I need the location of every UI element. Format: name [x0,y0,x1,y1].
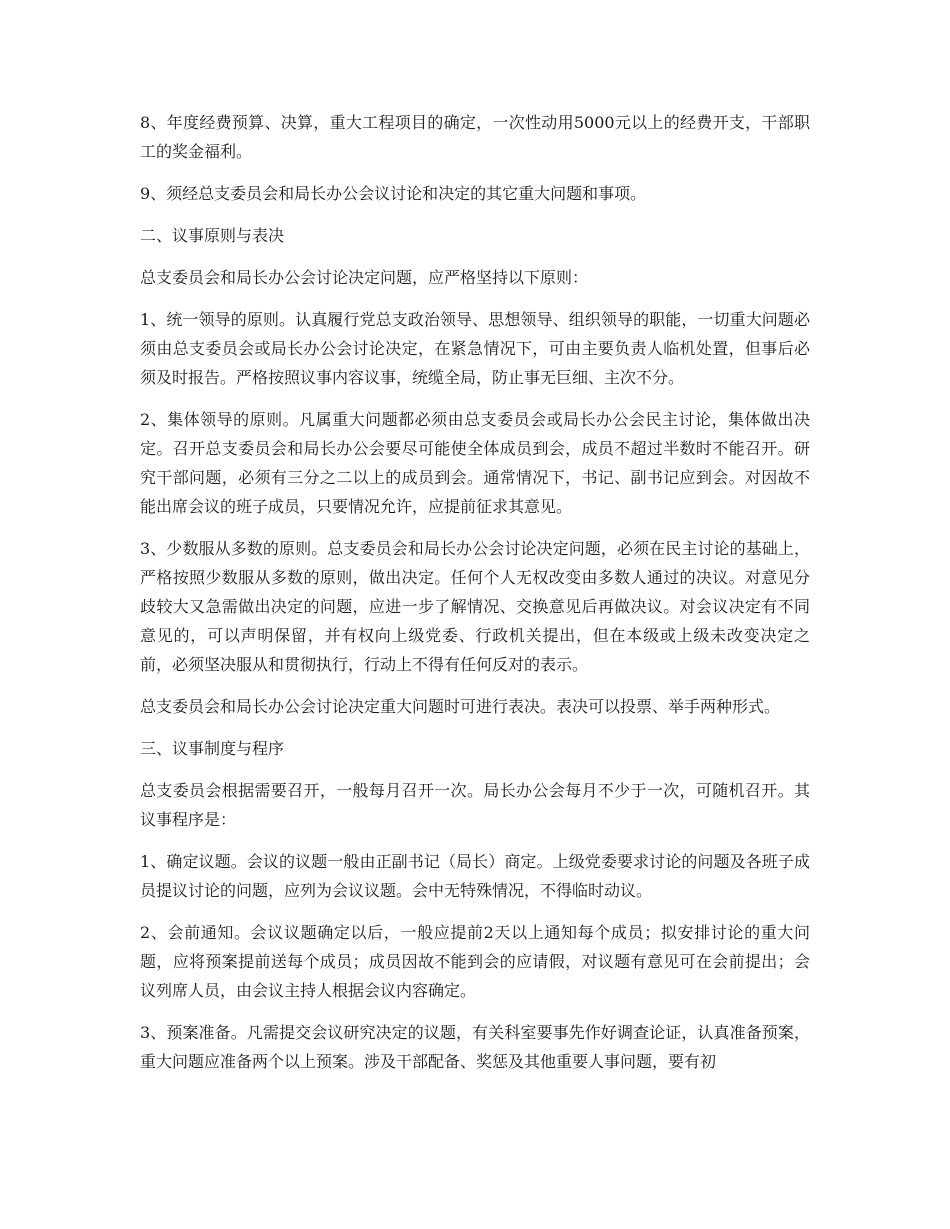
paragraph-principle-1: 1、统一领导的原则。认真履行党总支政治领导、思想领导、组织领导的职能，一切重大问题必须由总支委员会或局长办公会讨论决定，在紧急情况下，可由主要负责人临机处置，但事后必须及时报告。严格按照议事内容议事，统缆全局，防止事无巨细、主次不分。 [140,310,810,387]
paragraph-procedures-intro: 总支委员会根据需要召开，一般每月召开一次。局长办公会每月不少于一次，可随机召开。其议事程序是： [140,781,810,829]
section-heading-principles: 二、议事原则与表决 [140,226,285,245]
paragraph-principle-3: 3、少数服从多数的原则。总支委员会和局长办公会讨论决定问题，必须在民主讨论的基础上，严格按照少数服从多数的原则，做出决定。任何个人无权改变由多数人通过的决议。对意见分歧较大又急需做出决定的问题，应进一步了解情况、交换意见后再做决议。对会议决定有不同意见的，可以声明保留，并有权向上级党委、行政机关提出，但在本级或上级未改变决定之前，必须坚决服从和贯彻执行，行动上不得有任何反对的表示。 [140,539,810,674]
paragraph-item-9: 9、须经总支委员会和局长办公会议讨论和决定的其它重大问题和事项。 [140,184,647,203]
paragraph-procedure-3: 3、预案准备。凡需提交会议研究决定的议题，有关科室要事先作好调查论证，认真准备预案，重大问题应准备两个以上预案。涉及干部配备、奖惩及其他重要人事问题，要有初 [140,1023,810,1071]
section-heading-procedures: 三、议事制度与程序 [140,739,285,758]
paragraph-procedure-2: 2、会前通知。会议议题确定以后，一般应提前2天以上通知每个成员；拟安排讨论的重大问题，应将预案提前送每个成员；成员因故不能到会的应请假，对议题有意见可在会前提出；会议列席人员，由会议主持人根据会议内容确定。 [140,923,810,1000]
paragraph-principle-2: 2、集体领导的原则。凡属重大问题都必须由总支委员会或局长办公会民主讨论，集体做出决定。召开总支委员会和局长办公会要尽可能使全体成员到会，成员不超过半数时不能召开。研究干部问题，必须有三分之二以上的成员到会。通常情况下，书记、副书记应到会。对因故不能出席会议的班子成员，只要情况允许，应提前征求其意见。 [140,410,810,516]
paragraph-voting: 总支委员会和局长办公会讨论决定重大问题时可进行表决。表决可以投票、举手两种形式。 [140,697,781,716]
paragraph-principles-intro: 总支委员会和局长办公会讨论决定问题，应严格坚持以下原则： [140,268,589,287]
paragraph-item-8: 8、年度经费预算、决算，重大工程项目的确定，一次性动用5000元以上的经费开支，干部职工的奖金福利。 [140,113,810,161]
paragraph-procedure-1: 1、确定议题。会议的议题一般由正副书记（局长）商定。上级党委要求讨论的问题及各班子成员提议讨论的问题，应列为会议议题。会中无特殊情况，不得临时动议。 [140,852,810,900]
document-body [140,108,810,1089]
